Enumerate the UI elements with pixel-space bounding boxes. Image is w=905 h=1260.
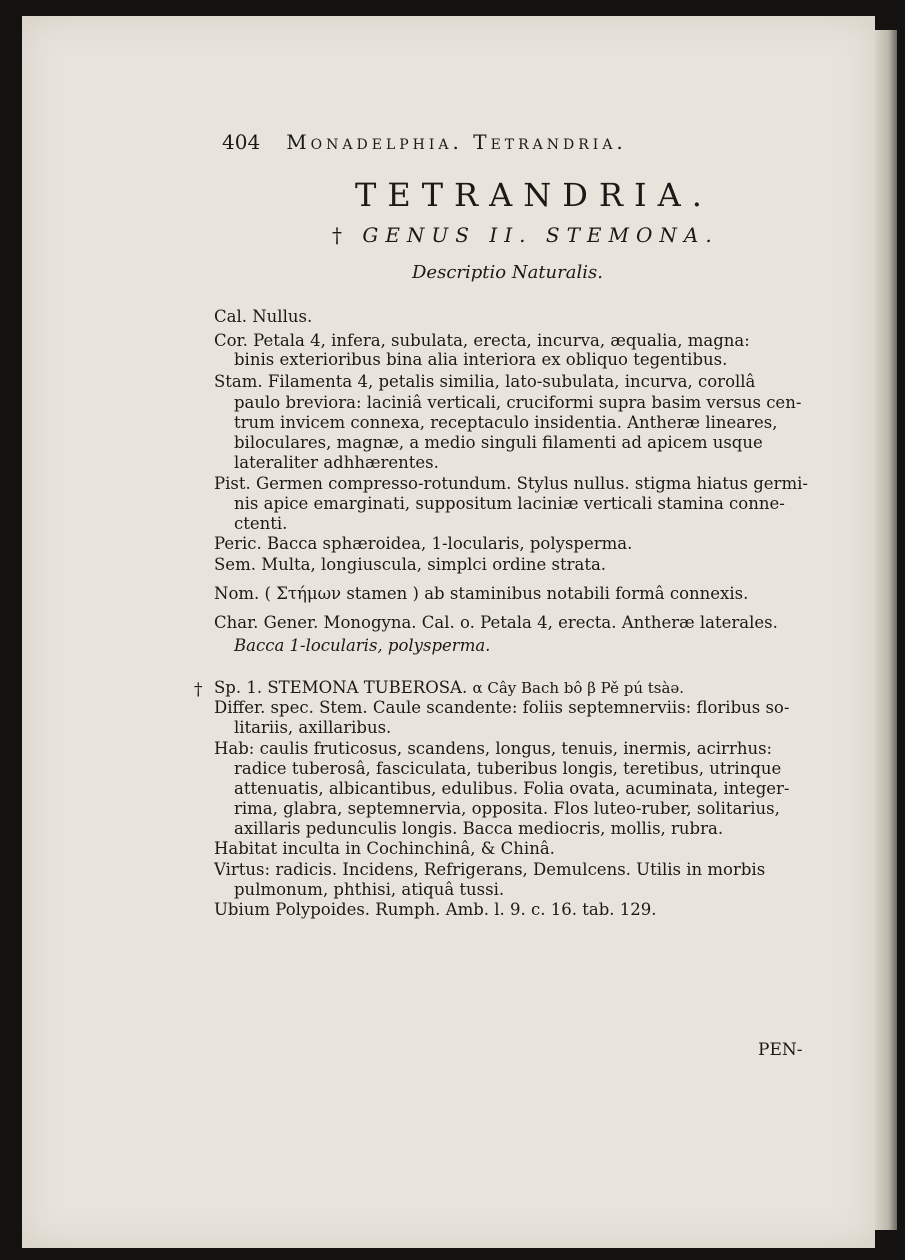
species-heading xyxy=(214,678,684,698)
text-line: Stam. Filamenta 4, petalis similia, lato-subulata, incurva, corollâ xyxy=(214,372,756,391)
text-line: binis exterioribus bina alia interiora ex obliquo tegentibus. xyxy=(234,350,728,369)
text-line: Habitat inculta in Cochinchinâ, & Chinâ. xyxy=(214,839,555,858)
text-line: Ubium Polypoides. Rumph. Amb. l. 9. c. 16. tab. 129. xyxy=(214,900,657,919)
text-line: Cal. Nullus. xyxy=(214,307,313,326)
text-line: rima, glabra, septemnervia, opposita. Flos luteo-ruber, solitarius, xyxy=(234,799,780,818)
text-line: Sem. Multa, longiuscula, simplci ordine strata. xyxy=(214,555,607,574)
text-line: Char. Gener. Monogyna. Cal. o. Petala 4, erecta. Antheræ laterales. xyxy=(214,613,778,632)
page-title: TETRANDRIA. xyxy=(355,176,713,214)
catchword: PEN- xyxy=(758,1040,803,1060)
text-line: litariis, axillaribus. xyxy=(234,718,392,737)
text-line: Pist. Germen compresso-rotundum. Stylus nullus. stigma hiatus germi- xyxy=(214,474,808,493)
running-title: Monadelphia. Tetrandria. xyxy=(286,130,627,154)
subtitle: Descriptio Naturalis. xyxy=(412,262,603,283)
text-line: Differ. spec. Stem. Caule scandente: foliis septemnerviis: floribus so- xyxy=(214,698,790,717)
species-dagger: † xyxy=(194,680,203,700)
species-name: Sp. 1. STEMONA TUBEROSA. xyxy=(214,678,468,697)
text-line: Peric. Bacca sphæroidea, 1-locularis, polysperma. xyxy=(214,534,633,553)
text-line: trum invicem connexa, receptaculo insidentia. Antheræ lineares, xyxy=(234,413,778,432)
text-line: attenuatis, albicantibus, edulibus. Folia ovata, acuminata, integer- xyxy=(234,779,790,798)
text-line: nis apice emarginati, suppositum laciniæ verticali stamina conne- xyxy=(234,494,785,513)
page-number: 404 xyxy=(222,130,261,154)
text-line: Hab: caulis fruticosus, scandens, longus, tenuis, inermis, acirrhus: xyxy=(214,739,773,758)
text-line: Virtus: radicis. Incidens, Refrigerans, Demulcens. Utilis in morbis xyxy=(214,860,766,879)
text-line: lateraliter adhhærentes. xyxy=(234,453,439,472)
text-line: Bacca 1-locularis, polysperma. xyxy=(234,636,491,655)
vernacular-names: α Cây Bach bô β Pě pú tsàə. xyxy=(472,679,685,697)
text-line: axillaris pedunculis longis. Bacca mediocris, mollis, rubra. xyxy=(234,819,724,838)
genus-dagger: † xyxy=(332,223,349,247)
text-line: ctenti. xyxy=(234,514,288,533)
text-line: paulo breviora: laciniâ verticali, cruciformi supra basim versus cen- xyxy=(234,393,802,412)
text-line: Cor. Petala 4, infera, subulata, erecta, incurva, æqualia, magna: xyxy=(214,331,750,350)
text-line: pulmonum, phthisi, atiquâ tussi. xyxy=(234,880,505,899)
text-line: Nom. ( Στήμων stamen ) ab staminibus notabili formâ connexis. xyxy=(214,584,749,603)
genus-heading xyxy=(332,223,719,247)
text-line: radice tuberosâ, fasciculata, tuberibus longis, teretibus, utrinque xyxy=(234,759,782,778)
text-line: biloculares, magnæ, a medio singuli filamenti ad apicem usque xyxy=(234,433,763,452)
running-header xyxy=(222,130,782,154)
genus-label: GENUS II. STEMONA. xyxy=(362,223,719,247)
